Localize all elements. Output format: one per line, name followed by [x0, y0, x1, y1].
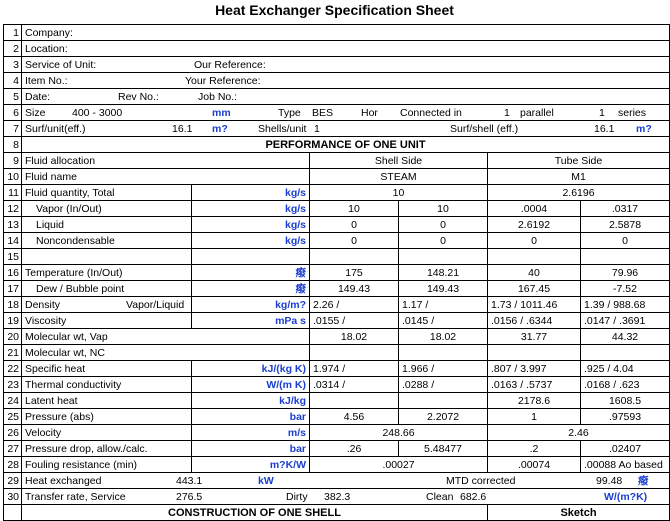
- tube-side-header: Tube Side: [488, 153, 670, 169]
- value-cell: .0163 / .5737: [488, 377, 581, 393]
- value-cell: 0: [581, 233, 670, 249]
- size-value: 400 - 3000: [72, 106, 123, 119]
- row-2: 2 Location:: [4, 41, 670, 57]
- value-cell: 40: [488, 265, 581, 281]
- row-11: 11 Fluid quantity, Total kg/s 10 2.6196: [4, 185, 670, 201]
- fluid-qty-shell: 10: [310, 185, 488, 201]
- shell-fluid-name: STEAM: [310, 169, 488, 185]
- value-cell: .0168 / .623: [581, 377, 670, 393]
- value-cell: 18.02: [399, 329, 488, 345]
- dew-unit: 癈: [192, 281, 310, 297]
- dew-label: Dew / Bubble point: [22, 281, 192, 297]
- value-cell: 1.966 /: [399, 361, 488, 377]
- service-label: Service of Unit:: [25, 58, 97, 71]
- row-19: 19 Viscosity mPa s .0155 / .0145 / .0156 / .6344 .0147 / .3691: [4, 313, 670, 329]
- value-cell: .0147 / .3691: [581, 313, 670, 329]
- fluid-qty-tube: 2.6196: [488, 185, 670, 201]
- latent-label: Latent heat: [22, 393, 192, 409]
- row-24: 24 Latent heat kJ/kg 2178.6 1608.5: [4, 393, 670, 409]
- value-cell: 149.43: [399, 281, 488, 297]
- heat-exchanged-value: 443.1: [176, 474, 203, 487]
- thermal-label: Thermal conductivity: [22, 377, 192, 393]
- value-cell: 2.6192: [488, 217, 581, 233]
- value-cell: 0: [399, 217, 488, 233]
- connected-label: Connected in: [400, 106, 462, 119]
- value-cell: .0314 /: [310, 377, 399, 393]
- mtd-value: 99.48: [596, 474, 623, 487]
- value-cell: 0: [488, 233, 581, 249]
- row-15: 15: [4, 249, 670, 265]
- tube-fluid-name: M1: [488, 169, 670, 185]
- rev-no-label: Rev No.:: [118, 90, 159, 103]
- parallel-label: parallel: [520, 106, 554, 119]
- value-cell: 167.45: [488, 281, 581, 297]
- fouling-tube-1: .00074: [488, 457, 581, 473]
- row-8: 8 PERFORMANCE OF ONE UNIT: [4, 137, 670, 153]
- transfer-unit: W/(m?K): [604, 490, 648, 503]
- fluid-qty-label: Fluid quantity, Total: [22, 185, 192, 201]
- size-label: Size: [25, 106, 46, 119]
- orientation-value: Hor: [361, 106, 378, 119]
- pressure-unit: bar: [192, 409, 310, 425]
- row-14: 14 Noncondensable kg/s 0 0 0 0: [4, 233, 670, 249]
- construction-header: CONSTRUCTION OF ONE SHELL: [22, 505, 488, 521]
- your-reference-label: Your Reference:: [185, 74, 261, 87]
- fouling-unit: m?K/W: [192, 457, 310, 473]
- dirty-value: 382.3: [324, 490, 351, 503]
- mtd-label: MTD corrected: [446, 474, 516, 487]
- surf-unit-unit: m?: [212, 122, 228, 135]
- mtd-unit: 癈: [638, 474, 649, 487]
- fluid-allocation-label: Fluid allocation: [22, 153, 310, 169]
- row-22: 22 Specific heat kJ/(kg K) 1.974 / 1.966 / .807 / 3.997 .925 / 4.04: [4, 361, 670, 377]
- our-reference-label: Our Reference:: [194, 58, 266, 71]
- performance-header: PERFORMANCE OF ONE UNIT: [22, 137, 670, 153]
- density-sub: Vapor/Liquid: [126, 298, 185, 311]
- row-16: 16 Temperature (In/Out) 癈 175 148.21 40 79.96: [4, 265, 670, 281]
- value-cell: 2178.6: [488, 393, 581, 409]
- fouling-shell: .00027: [310, 457, 488, 473]
- pdrop-label: Pressure drop, allow./calc.: [22, 441, 192, 457]
- value-cell: .97593: [581, 409, 670, 425]
- value-cell: 1.73 / 1011.46: [488, 297, 581, 313]
- temp-label: Temperature (In/Out): [22, 265, 192, 281]
- latent-unit: kJ/kg: [192, 393, 310, 409]
- vapor-label: Vapor (In/Out): [22, 201, 192, 217]
- fluid-qty-unit: kg/s: [192, 185, 310, 201]
- row-26: 26 Velocity m/s 248.66 2.46: [4, 425, 670, 441]
- row-5: 5 Date: Rev No.: Job No.:: [4, 89, 670, 105]
- series-count: 1: [599, 106, 605, 119]
- value-cell: 1.974 /: [310, 361, 399, 377]
- company-label: Company:: [22, 25, 670, 41]
- value-cell: .0145 /: [399, 313, 488, 329]
- row-10: 10 Fluid name STEAM M1: [4, 169, 670, 185]
- velocity-label: Velocity: [22, 425, 192, 441]
- surf-shell-unit: m?: [636, 122, 652, 135]
- row-6: 6 Size 400 - 3000 mm Type BES Hor Connected in 1 parallel 1 series: [4, 105, 670, 121]
- type-label: Type: [278, 106, 301, 119]
- sketch-header: Sketch: [488, 505, 670, 521]
- thermal-unit: W/(m K): [192, 377, 310, 393]
- velocity-shell: 248.66: [310, 425, 488, 441]
- value-cell: .02407: [581, 441, 670, 457]
- shell-side-header: Shell Side: [310, 153, 488, 169]
- fouling-label: Fouling resistance (min): [22, 457, 192, 473]
- value-cell: 1.17 /: [399, 297, 488, 313]
- surf-unit-value: 16.1: [172, 122, 193, 135]
- sheet-title: Heat Exchanger Specification Sheet: [215, 2, 454, 18]
- value-cell: .0156 / .6344: [488, 313, 581, 329]
- value-cell: 10: [399, 201, 488, 217]
- fouling-tube-2: .00088 Ao based: [581, 457, 670, 473]
- shells-label: Shells/unit: [258, 122, 307, 135]
- spec-heat-label: Specific heat: [22, 361, 192, 377]
- shells-value: 1: [314, 122, 320, 135]
- surf-unit-label: Surf/unit(eff.): [25, 122, 86, 135]
- row-31: [4, 505, 670, 521]
- viscosity-unit: mPa s: [192, 313, 310, 329]
- value-cell: 175: [310, 265, 399, 281]
- value-cell: 0: [310, 233, 399, 249]
- item-no-label: Item No.:: [25, 74, 68, 87]
- row-23: 23 Thermal conductivity W/(m K) .0314 / .0288 / .0163 / .5737 .0168 / .623: [4, 377, 670, 393]
- value-cell: .26: [310, 441, 399, 457]
- value-cell: .2: [488, 441, 581, 457]
- row-13: 13 Liquid kg/s 0 0 2.6192 2.5878: [4, 217, 670, 233]
- value-cell: 2.2072: [399, 409, 488, 425]
- value-cell: 10: [310, 201, 399, 217]
- value-cell: .925 / 4.04: [581, 361, 670, 377]
- fluid-name-label: Fluid name: [22, 169, 310, 185]
- row-3: 3 Service of Unit: Our Reference:: [4, 57, 670, 73]
- velocity-tube: 2.46: [488, 425, 670, 441]
- row-1: 1 Company:: [4, 25, 670, 41]
- liquid-unit: kg/s: [192, 217, 310, 233]
- value-cell: .0317: [581, 201, 670, 217]
- value-cell: 2.5878: [581, 217, 670, 233]
- pressure-label: Pressure (abs): [22, 409, 192, 425]
- value-cell: 0: [399, 233, 488, 249]
- job-no-label: Job No.:: [198, 90, 238, 103]
- value-cell: 0: [310, 217, 399, 233]
- transfer-value: 276.5: [176, 490, 203, 503]
- location-label: Location:: [22, 41, 670, 57]
- value-cell: 1608.5: [581, 393, 670, 409]
- heat-exchanged-unit: kW: [258, 474, 274, 487]
- transfer-label: Transfer rate, Service: [25, 490, 126, 503]
- noncond-unit: kg/s: [192, 233, 310, 249]
- surf-shell-value: 16.1: [594, 122, 615, 135]
- density-unit: kg/m?: [192, 297, 310, 313]
- parallel-count: 1: [504, 106, 510, 119]
- row-12: 12 Vapor (In/Out) kg/s 10 10 .0004 .0317: [4, 201, 670, 217]
- value-cell: 31.77: [488, 329, 581, 345]
- type-value: BES: [312, 106, 334, 119]
- value-cell: [399, 393, 488, 409]
- row-30: 30 Transfer rate, Service 276.5 Dirty 382.3 Clean 682.6 W/(m?K): [4, 489, 670, 505]
- pdrop-unit: bar: [192, 441, 310, 457]
- value-cell: 1: [488, 409, 581, 425]
- row-28: 28 Fouling resistance (min) m?K/W .00027 .00074 .00088 Ao based: [4, 457, 670, 473]
- spec-heat-unit: kJ/(kg K): [192, 361, 310, 377]
- molwt-vap-label: Molecular wt, Vap: [22, 329, 310, 345]
- heat-exchanged-label: Heat exchanged: [25, 474, 102, 487]
- row-9: 9 Fluid allocation Shell Side Tube Side: [4, 153, 670, 169]
- value-cell: 79.96: [581, 265, 670, 281]
- temp-unit: 癈: [192, 265, 310, 281]
- row-17: 17 Dew / Bubble point 癈 149.43 149.43 167.45 -7.52: [4, 281, 670, 297]
- spec-table: [3, 24, 670, 521]
- row-25: 25 Pressure (abs) bar 4.56 2.2072 1 .97593: [4, 409, 670, 425]
- surf-shell-label: Surf/shell (eff.): [450, 122, 519, 135]
- row-21: 21 Molecular wt, NC: [4, 345, 670, 361]
- noncond-label: Noncondensable: [22, 233, 192, 249]
- value-cell: 5.48477: [399, 441, 488, 457]
- value-cell: 18.02: [310, 329, 399, 345]
- row-27: 27 Pressure drop, allow./calc. bar .26 5.48477 .2 .02407: [4, 441, 670, 457]
- value-cell: 149.43: [310, 281, 399, 297]
- row-29: 29 Heat exchanged 443.1 kW MTD corrected 99.48 癈: [4, 473, 670, 489]
- density-label: Density: [25, 298, 61, 311]
- row-18: 18 Density Vapor/Liquid kg/m? 2.26 / 1.17 / 1.73 / 1011.46 1.39 / 988.68: [4, 297, 670, 313]
- series-label: series: [618, 106, 647, 119]
- vapor-unit: kg/s: [192, 201, 310, 217]
- size-unit: mm: [212, 106, 231, 119]
- clean-value: 682.6: [460, 490, 487, 503]
- row-4: 4 Item No.: Your Reference:: [4, 73, 670, 89]
- value-cell: 1.39 / 988.68: [581, 297, 670, 313]
- value-cell: 4.56: [310, 409, 399, 425]
- viscosity-label: Viscosity: [22, 313, 192, 329]
- liquid-label: Liquid: [22, 217, 192, 233]
- value-cell: 44.32: [581, 329, 670, 345]
- value-cell: .0155 /: [310, 313, 399, 329]
- molwt-nc-label: Molecular wt, NC: [22, 345, 310, 361]
- dirty-label: Dirty: [286, 490, 308, 503]
- row-7: 7 Surf/unit(eff.) 16.1 m? Shells/unit 1 Surf/shell (eff.) 16.1 m?: [4, 121, 670, 137]
- value-cell: [310, 393, 399, 409]
- date-label: Date:: [25, 90, 51, 103]
- row-20: 20 Molecular wt, Vap 18.02 18.02 31.77 44.32: [4, 329, 670, 345]
- velocity-unit: m/s: [192, 425, 310, 441]
- value-cell: 2.26 /: [310, 297, 399, 313]
- value-cell: .0004: [488, 201, 581, 217]
- value-cell: 148.21: [399, 265, 488, 281]
- value-cell: .0288 /: [399, 377, 488, 393]
- value-cell: .807 / 3.997: [488, 361, 581, 377]
- clean-label: Clean: [426, 490, 454, 503]
- value-cell: -7.52: [581, 281, 670, 297]
